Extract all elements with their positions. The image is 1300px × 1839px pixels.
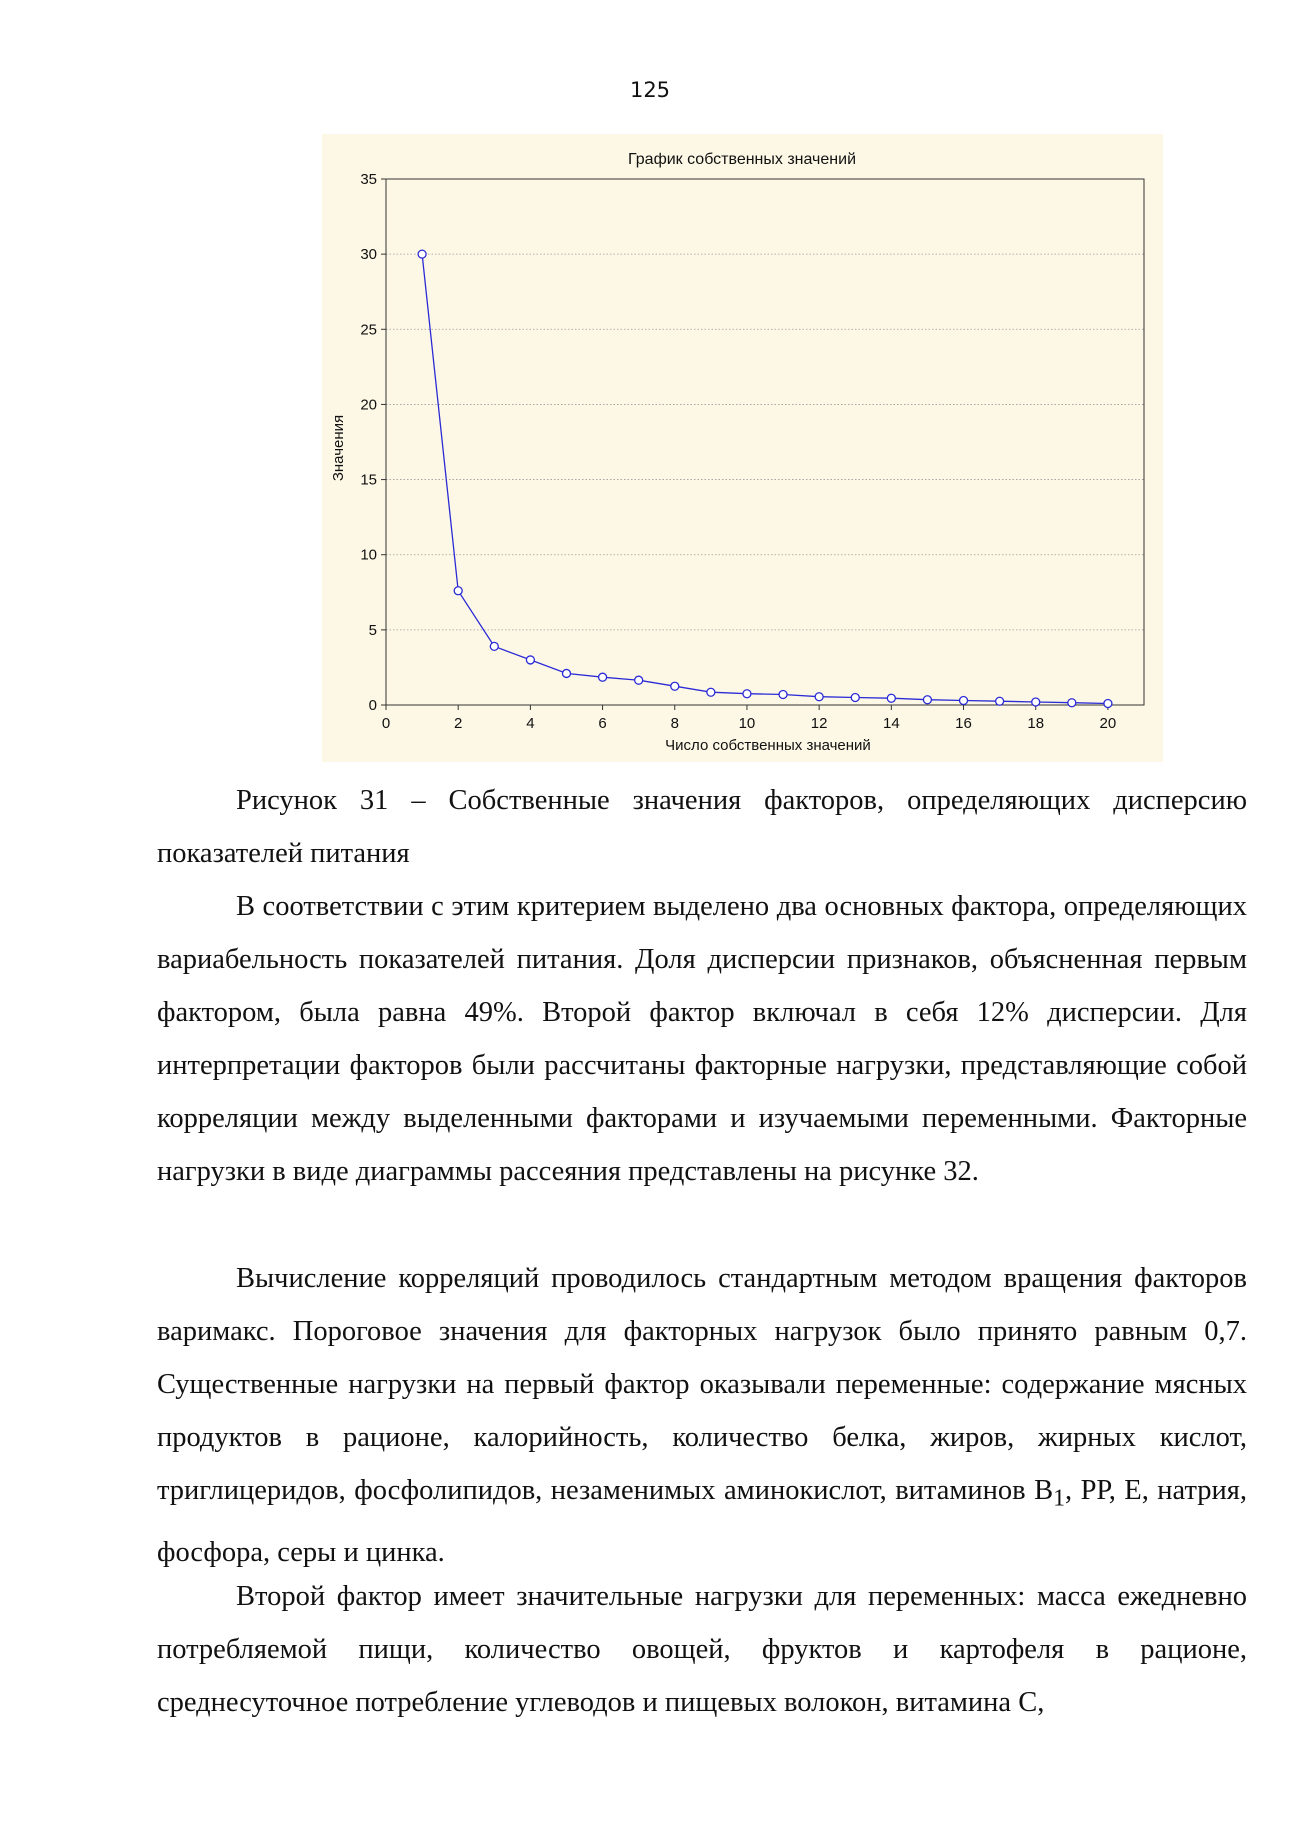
y-tick-label: 0: [368, 697, 377, 714]
paragraph-2-part-b: , РР, Е, натрия, фосфора, серы и цинка.: [157, 1475, 1247, 1568]
paragraph-1: [157, 880, 1247, 1198]
data-point: [1032, 698, 1040, 706]
x-tick-label: 20: [1099, 715, 1117, 732]
x-tick-label: 4: [526, 715, 535, 732]
page-number: 125: [629, 78, 671, 102]
data-point: [490, 642, 498, 650]
paragraph-1-text: В соответствии с этим критерием выделено два основных фактора, определяющих вариабельность показателей питания. Доля дисперсии признаков, объясненная первым фактором, была равна 49%. Второй фактор включал в себя 12% дисперсии. Для интерпретации факторов были рассчитаны факторные нагрузки, представляющие собой корреляции между выделенными факторами и изучаемыми переменными. Факторные нагрузки в виде диаграммы рассеяния представлены на рисунке 32.: [157, 891, 1247, 1187]
y-tick-label: 20: [360, 396, 377, 414]
paragraph-3: [157, 1570, 1247, 1729]
data-point: [996, 697, 1004, 705]
data-point: [635, 676, 643, 684]
data-point: [851, 693, 859, 701]
data-point: [1104, 699, 1112, 707]
x-tick-label: 16: [955, 715, 972, 732]
data-point: [779, 690, 787, 698]
data-point: [923, 696, 931, 704]
x-tick-label: 2: [454, 715, 463, 732]
y-tick-label: 35: [360, 171, 377, 188]
x-tick-label: 8: [670, 715, 679, 732]
data-point: [599, 673, 607, 681]
y-tick-label: 25: [360, 321, 377, 339]
x-tick-label: 12: [810, 715, 828, 732]
data-point: [418, 250, 426, 258]
y-tick-label: 30: [360, 246, 377, 264]
data-point: [526, 656, 534, 664]
data-point: [1068, 699, 1076, 707]
paragraph-2-part-a: Вычисление корреляций проводилось стандартным методом вращения факторов варимакс. Пороговое значения для факторных нагрузок было принято равным 0,7. Существенные нагрузки на первый фактор оказывали переменные: содержание мясных продуктов в рационе, калорийность, количество белка, жиров, жирных кислот, триглицеридов, фосфолипидов, незаменимых аминокислот, витаминов В: [157, 1263, 1247, 1506]
data-point: [454, 587, 462, 595]
chart-title: График собственных значений: [628, 151, 856, 168]
paragraph-3-text: Второй фактор имеет значительные нагрузки для переменных: масса ежедневно потребляемой пищи, количество овощей, фруктов и картофеля в рационе, среднесуточное потребление углеводов и пищевых волокон, витамина С,: [157, 1581, 1247, 1718]
data-point: [743, 690, 751, 698]
data-point: [562, 669, 570, 677]
y-tick-label: 15: [360, 471, 377, 489]
data-point: [707, 688, 715, 696]
y-tick-label: 10: [360, 546, 377, 564]
data-point: [815, 693, 823, 701]
x-tick-label: 0: [381, 715, 391, 732]
x-tick-label: 18: [1027, 715, 1045, 732]
data-point: [960, 696, 968, 704]
figure-caption: [157, 774, 1247, 880]
paragraph-2-text: [157, 1252, 1247, 1579]
data-point: [887, 694, 895, 702]
x-axis-label: Число собственных значений: [665, 737, 871, 754]
scree-plot: [322, 134, 1163, 762]
vitamin-b-subscript: 1: [1053, 1485, 1065, 1512]
chart-svg: [322, 134, 1163, 762]
x-tick-label: 6: [598, 715, 607, 732]
chart-background: [322, 134, 1163, 762]
y-tick-label: 5: [368, 621, 377, 639]
data-point: [671, 682, 679, 690]
x-tick-label: 10: [738, 715, 756, 732]
x-tick-label: 14: [882, 715, 900, 732]
figure-caption-text: Рисунок 31 – Собственные значения факторов, определяющих дисперсию показателей питания: [157, 785, 1247, 869]
paragraph-2: [157, 1252, 1247, 1579]
y-axis-label: Значения: [330, 414, 347, 482]
